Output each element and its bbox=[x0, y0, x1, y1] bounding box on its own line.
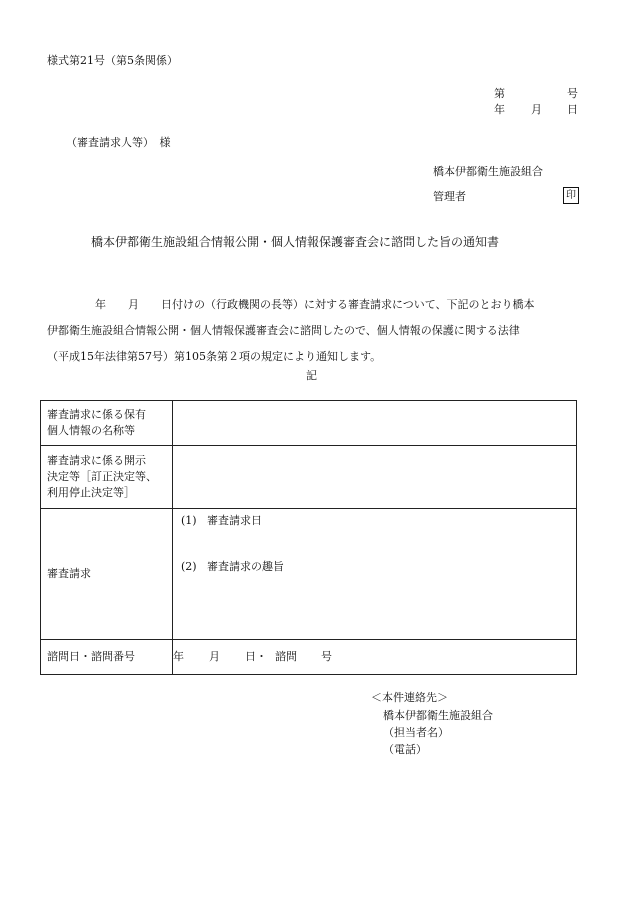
document-number-suffix: 号 bbox=[567, 87, 578, 100]
inquiry-label: 諮問 bbox=[275, 650, 297, 663]
inquiry-month: 月 bbox=[209, 650, 220, 663]
request-item bbox=[181, 559, 284, 575]
body-paragraph bbox=[47, 292, 583, 370]
table-row bbox=[41, 446, 577, 509]
table-label-cell bbox=[41, 401, 173, 446]
addressee: （審査請求人等） 様 bbox=[66, 136, 171, 149]
table-label-cell: 審査請求 bbox=[41, 509, 173, 640]
table-label-line: 利用停止決定等］ bbox=[47, 486, 135, 499]
date-month: 月 bbox=[531, 103, 542, 116]
table-label-line: 審査請求に係る開示 bbox=[47, 454, 146, 467]
body-line: 伊都衛生施設組合情報公開・個人情報保護審査会に諮問したので、個人情報の保護に関する法律 bbox=[47, 324, 520, 337]
sender-title: 管理者 bbox=[433, 190, 466, 203]
table-value-cell bbox=[173, 401, 577, 446]
table-label-cell bbox=[41, 446, 173, 509]
inquiry-year: 年 bbox=[173, 650, 184, 663]
table-value-cell bbox=[173, 509, 577, 640]
document-number-label: 第 bbox=[494, 87, 505, 100]
table-row bbox=[41, 509, 577, 640]
inquiry-number-suffix: 号 bbox=[321, 650, 332, 663]
inquiry-day: 日・ bbox=[245, 650, 267, 663]
table-row bbox=[41, 401, 577, 446]
body-line: 年 月 日付けの（行政機関の長等）に対する審査請求について、下記のとおり橋本 bbox=[95, 298, 535, 311]
date-year: 年 bbox=[494, 103, 505, 116]
table-label-line: 審査請求に係る保有 bbox=[47, 408, 146, 421]
table-label-line: 個人情報の名称等 bbox=[47, 424, 135, 437]
table-label-line: 決定等［訂正決定等、 bbox=[47, 470, 157, 483]
request-item-number: (1) bbox=[181, 514, 197, 527]
contact-organization: 橋本伊都衛生施設組合 bbox=[383, 709, 493, 722]
table-label-cell: 諮問日・諮問番号 bbox=[41, 640, 173, 675]
inquiry-date-number bbox=[173, 640, 577, 675]
table-value-cell bbox=[173, 446, 577, 509]
request-item-text: 審査請求の趣旨 bbox=[207, 560, 284, 573]
document-title: 橋本伊都衛生施設組合情報公開・個人情報保護審査会に諮問した旨の通知書 bbox=[91, 235, 500, 249]
contact-heading: ＜本件連絡先＞ bbox=[371, 691, 448, 704]
ki-label: 記 bbox=[306, 369, 317, 382]
record-table bbox=[40, 400, 577, 675]
form-number: 様式第21号（第5条関係） bbox=[47, 54, 178, 67]
contact-person: （担当者名） bbox=[383, 726, 449, 739]
seal-mark: 印 bbox=[563, 187, 579, 204]
request-item-text: 審査請求日 bbox=[207, 514, 262, 527]
sender-organization: 橋本伊都衛生施設組合 bbox=[433, 165, 543, 178]
request-item-number: (2) bbox=[181, 560, 197, 573]
table-row bbox=[41, 640, 577, 675]
body-line: （平成15年法律第57号）第105条第２項の規定により通知します。 bbox=[47, 350, 382, 363]
contact-phone: （電話） bbox=[383, 743, 427, 756]
date-day: 日 bbox=[567, 103, 578, 116]
request-item bbox=[181, 513, 262, 529]
